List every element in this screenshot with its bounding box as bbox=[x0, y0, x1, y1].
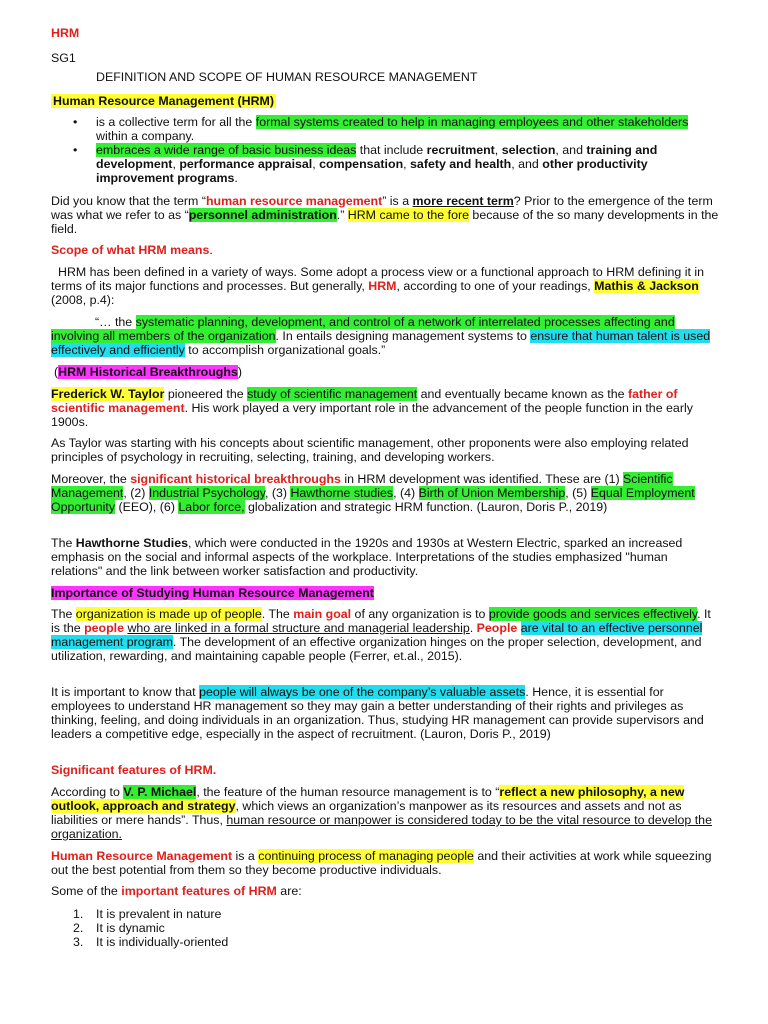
paragraph-breakthroughs: Moreover, the significant historical breakthroughs in HRM development was identified. These are (1) Scientific Management, (2) Industrial Psychology, (3) Hawthorne studies, (4) Birth of Union Membership, (5) Equal Employment Opportunity (EEO), (6) Labor force, globalization and strategic HRM function. (Lauron, Doris P., 2019) bbox=[51, 472, 695, 514]
list-item: 2. It is dynamic bbox=[73, 921, 165, 935]
paragraph-scope: HRM has been defined in a variety of ways. Some adopt a process view or a functional approach to HRM defining it in terms of its major functions and processes. But generally, HRM, according to one of your readings, Mathis & Jackson (2008, p.4): bbox=[51, 265, 705, 307]
paragraph-organization: The organization is made up of people. The main goal of any organization is to provide goods and services effectively. It is the people who are linked in a formal structure and managerial leadership. People are vital to an effective personnel management program. The development of an effective organization hinges on the proper selection, development, and utilization, rewarding, and maintaining capable people (Ferrer, et.al., 2015). bbox=[51, 607, 711, 663]
paragraph-as-taylor: As Taylor was starting with his concepts about scientific management, other proponents were also employing related principles of psychology in recruiting, selecting, training, and developing workers. bbox=[51, 436, 689, 464]
features-list bbox=[51, 907, 721, 949]
doc-code: SG1 bbox=[51, 51, 76, 65]
hrm-bullet-list bbox=[51, 115, 721, 185]
paragraph-michael: According to V. P. Michael, the feature of the human resource management is to “reflect a new philosophy, a new outlook, approach and strategy, which views an organization’s manpower as its resources and assets and not as liabilities or mere hands”. Thus, human resource or manpower is considered today to be the vital resource to develop the organization. bbox=[51, 785, 712, 841]
paragraph-some-features: Some of the important features of HRM are: bbox=[51, 884, 302, 898]
list-item: 3. It is individually-oriented bbox=[73, 935, 229, 949]
features-heading: Significant features of HRM. bbox=[51, 763, 217, 777]
paragraph-taylor: Frederick W. Taylor pioneered the study of scientific management and eventually became known as the father of scientific management. His work played a very important role in the advancement of the people function in the early 1900s. bbox=[51, 387, 693, 429]
section-heading-hrm: Human Resource Management (HRM) bbox=[53, 94, 274, 108]
paragraph-did-you-know: Did you know that the term “human resource management” is a more recent term? Prior to the emergence of the term was what we refer to as “personnel administration.” HRM came to the fore because of the so many developments in the field. bbox=[51, 194, 719, 236]
main-title: DEFINITION AND SCOPE OF HUMAN RESOURCE MANAGEMENT bbox=[96, 70, 478, 84]
paragraph-hawthorne: The Hawthorne Studies, which were conducted in the 1920s and 1930s at Western Electric, sparked an increased emphasis on the social and informal aspects of the workplace. Interpretations of the studies emphasized "human relations" and the link between worker satisfaction and productivity. bbox=[51, 536, 683, 578]
hrm-label: HRM bbox=[51, 26, 80, 40]
quote-paragraph: “… the systematic planning, development, and control of a network of interrelated processes affecting and involving all members of the organization. In entails designing management systems to ensure that human talent is used effectively and efficiently to accomplish organizational goals.” bbox=[51, 315, 711, 357]
bullet-item: • is a collective term for all the formal systems created to help in managing employees and other stakeholders within a company. bbox=[51, 115, 721, 143]
scope-heading: Scope of what HRM means. bbox=[51, 243, 213, 257]
paragraph-hrm-continuing: Human Resource Management is a continuing process of managing people and their activities at work while squeezing out the best potential from them so they become productive individuals. bbox=[51, 849, 712, 877]
paragraph-important: It is important to know that people will always be one of the company’s valuable assets. Hence, it is essential for employees to understand HR management so they may gain a better understanding of their rights and privileges as thinking, feeling, and doing individuals in an organization. Thus, studying HR management can provide supervisors and leaders a competitive edge, especially in the aspect of recruitment. (Lauron, Doris P., 2019) bbox=[51, 685, 704, 741]
bullet-item: • embraces a wide range of basic business ideas that include recruitment, selection, and training and development, performance appraisal, compensation, safety and health, and other productivity improvement programs. bbox=[51, 143, 721, 185]
breakthrough-heading: (HRM Historical Breakthroughs) bbox=[54, 365, 242, 379]
importance-heading: Importance of Studying Human Resource Management bbox=[51, 586, 374, 600]
list-item: 1. It is prevalent in nature bbox=[73, 907, 222, 921]
